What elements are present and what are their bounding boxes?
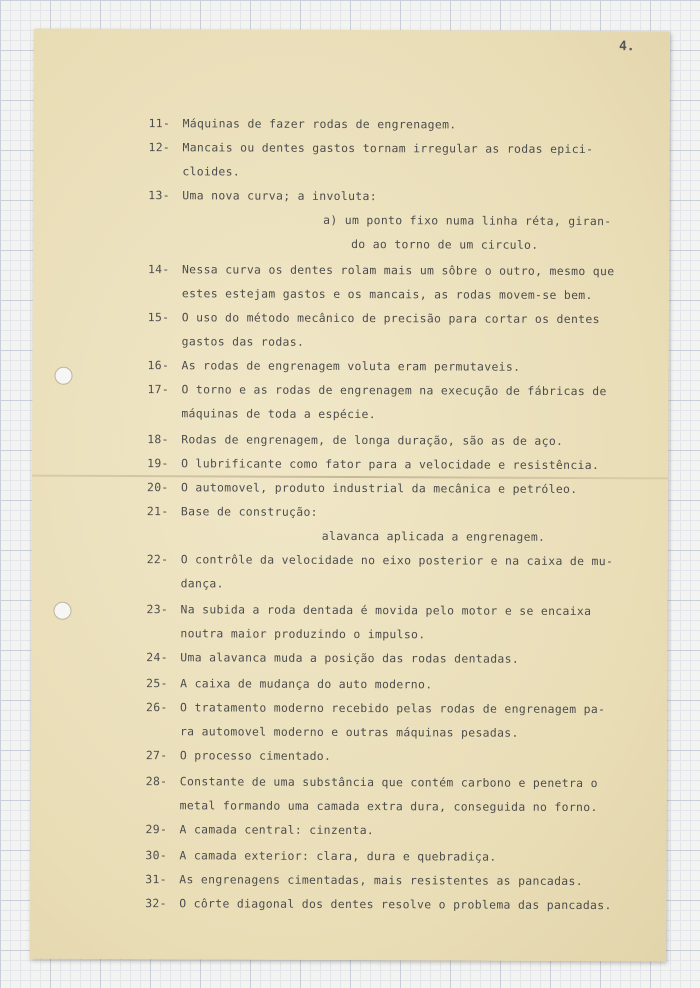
item-number: 20- xyxy=(147,480,169,495)
item-text: a) um ponto fixo numa linha réta, giran- xyxy=(323,212,612,229)
item-line xyxy=(146,649,519,667)
item-line xyxy=(146,601,591,619)
item-line xyxy=(146,699,605,717)
item-continuation-line xyxy=(322,528,546,545)
item-text: O torno e as rodas de engrenagem na execução de fábricas de xyxy=(181,382,607,399)
item-continuation-line xyxy=(147,575,224,591)
item-number: 31- xyxy=(145,872,167,887)
item-text: Base de construção: xyxy=(180,504,318,519)
item-number: 21- xyxy=(146,504,169,519)
item-line xyxy=(145,847,496,865)
item-text: Nessa curva os dentes rolam mais um sôbre o outro, mesmo que xyxy=(181,262,615,279)
item-number: 26- xyxy=(146,700,168,715)
item-line xyxy=(147,503,318,520)
item-continuation-line xyxy=(351,236,538,253)
item-number: 24- xyxy=(146,650,168,665)
item-number: 16- xyxy=(147,358,170,373)
item-text: A camada exterior: clara, dura e quebradiça. xyxy=(179,848,497,864)
item-continuation-line xyxy=(147,405,376,422)
item-line xyxy=(149,115,457,132)
punch-hole-upper xyxy=(54,367,72,385)
item-line xyxy=(147,381,606,399)
item-number: 11- xyxy=(148,116,171,131)
item-text: dança. xyxy=(180,576,224,591)
item-continuation-line xyxy=(148,163,240,179)
item-text: Constante de uma substância que contém carbono e penetra o xyxy=(179,774,598,791)
punch-hole-lower xyxy=(53,602,71,620)
item-continuation-line xyxy=(146,797,598,815)
item-text: A caixa de mudança do auto moderno. xyxy=(180,676,433,692)
item-text: A camada central: cinzenta. xyxy=(179,822,375,838)
item-text: As engrenagens cimentadas, mais resistentes as pancadas. xyxy=(179,872,583,889)
item-number: 27- xyxy=(145,748,168,763)
item-line xyxy=(148,309,600,327)
item-number: 15- xyxy=(147,310,170,325)
item-number: 19- xyxy=(147,456,169,471)
item-line xyxy=(148,187,377,204)
item-number: 30- xyxy=(145,848,168,863)
item-line xyxy=(148,357,521,375)
item-number: 18- xyxy=(147,432,169,447)
item-continuation-line xyxy=(323,212,611,229)
typed-text-body xyxy=(145,29,649,913)
item-text: As rodas de engrenagem voluta eram permutaveis. xyxy=(181,358,521,374)
item-number: 14- xyxy=(147,262,170,277)
item-continuation-line xyxy=(146,723,519,741)
item-line xyxy=(145,871,583,889)
item-line xyxy=(145,895,612,913)
item-line xyxy=(148,139,593,157)
item-continuation-line xyxy=(146,625,425,642)
item-number: 13- xyxy=(148,188,170,203)
item-line xyxy=(147,479,578,497)
item-number: 12- xyxy=(148,140,171,155)
item-text: Uma alavanca muda a posição das rodas dentadas. xyxy=(180,650,520,666)
item-line xyxy=(147,431,563,449)
item-line xyxy=(146,675,432,692)
item-text: noutra maior produzindo o impulso. xyxy=(180,626,426,642)
item-continuation-line xyxy=(148,285,593,303)
item-text: metal formando uma camada extra dura, conseguida no forno. xyxy=(179,798,598,815)
item-text: Rodas de engrenagem, de longa duração, são as de aço. xyxy=(181,432,564,448)
page-number: 4. xyxy=(618,39,635,55)
item-text: Máquinas de fazer rodas de engrenagem. xyxy=(182,116,457,132)
item-number: 23- xyxy=(146,602,169,617)
item-text: cloides. xyxy=(182,164,241,179)
item-number: 22- xyxy=(146,552,169,567)
item-line xyxy=(147,551,614,569)
item-text: estes estejam gastos e os mancais, as rodas movem-se bem. xyxy=(181,286,593,303)
item-text: O uso do método mecânico de precisão para cortar os dentes xyxy=(181,310,600,327)
item-text: Mancais ou dentes gastos tornam irregular as rodas epici- xyxy=(182,140,594,157)
item-text: máquinas de toda a espécie. xyxy=(181,406,376,422)
document-page xyxy=(30,29,670,962)
item-text: Na subida a roda dentada é movida pelo motor e se encaixa xyxy=(180,602,592,619)
item-line xyxy=(146,773,598,791)
item-text: O tratamento moderno recebido pelas rodas de engrenagem pa- xyxy=(180,700,606,717)
item-text: Uma nova curva; a involuta: xyxy=(182,188,377,204)
item-number: 29- xyxy=(145,822,168,837)
item-text: O automovel, produto industrial da mecânica e petróleo. xyxy=(181,480,578,496)
item-line xyxy=(148,261,615,279)
item-text: ra automovel moderno e outras máquinas pesadas. xyxy=(179,724,519,740)
item-text: O contrôle da velocidade no eixo posterior e na caixa de mu- xyxy=(180,552,614,569)
item-line xyxy=(147,455,599,473)
item-continuation-line xyxy=(148,333,305,350)
item-text: do ao torno de um circulo. xyxy=(351,237,539,252)
item-number: 25- xyxy=(146,676,168,691)
item-text: O côrte diagonal dos dentes resolve o problema das pancadas. xyxy=(179,896,612,913)
item-number: 28- xyxy=(145,774,168,789)
item-line xyxy=(146,821,375,838)
item-number: 17- xyxy=(147,382,170,397)
item-text: alavanca aplicada a engrenagem. xyxy=(321,528,546,544)
item-line xyxy=(146,747,331,764)
fold-crease xyxy=(32,475,668,480)
item-text: O processo cimentado. xyxy=(179,748,332,763)
item-text: gastos das rodas. xyxy=(181,334,305,349)
item-text: O lubrificante como fator para a velocidade e resistência. xyxy=(181,456,600,473)
item-number: 32- xyxy=(145,896,167,911)
